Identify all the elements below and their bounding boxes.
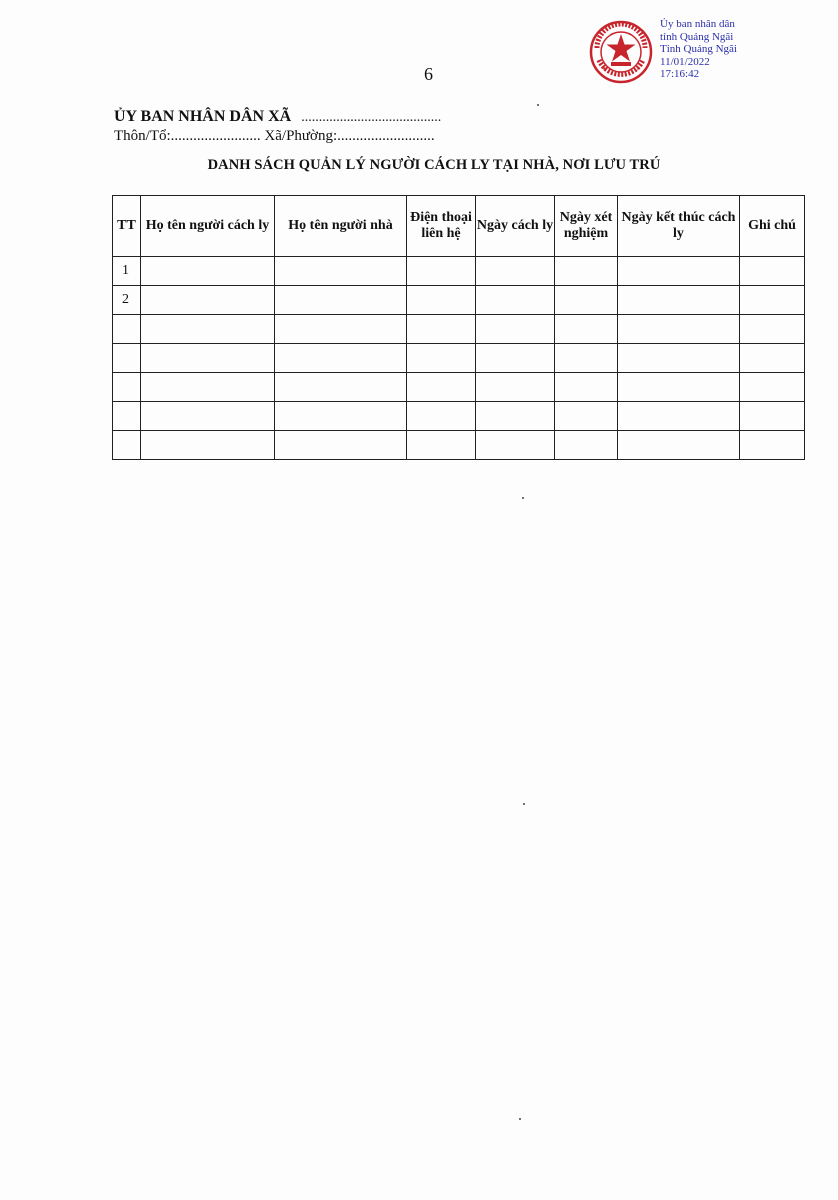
- table-cell: [555, 373, 618, 402]
- table-cell: [141, 344, 275, 373]
- table-cell: 2: [113, 286, 141, 315]
- scan-speck: [519, 1118, 521, 1120]
- column-header: TT: [113, 196, 141, 257]
- scan-speck: [537, 104, 539, 106]
- table-cell: [555, 344, 618, 373]
- official-seal-icon: [589, 20, 653, 84]
- table-cell: [740, 315, 805, 344]
- table-cell: [275, 373, 407, 402]
- table-cell: [740, 431, 805, 460]
- table-row: [113, 257, 805, 286]
- table-cell: [555, 286, 618, 315]
- table-cell: [476, 286, 555, 315]
- table-cell: [740, 286, 805, 315]
- agency-blank: ........................................: [301, 110, 442, 125]
- table-cell: [476, 257, 555, 286]
- table-cell: [275, 344, 407, 373]
- table-cell: [476, 431, 555, 460]
- table-cell: [275, 286, 407, 315]
- signature-line: tỉnh Quảng Ngãi: [660, 30, 734, 43]
- column-header: Điện thoại liên hệ: [407, 196, 476, 257]
- table-cell: [407, 402, 476, 431]
- agency-heading: [114, 108, 441, 126]
- table-row: [113, 431, 805, 460]
- column-header: Ngày kết thúc cách ly: [618, 196, 740, 257]
- table-cell: [476, 315, 555, 344]
- table-cell: [618, 286, 740, 315]
- table-cell: [141, 402, 275, 431]
- locality-line: Thôn/Tổ:........................ Xã/Phường:..........................: [114, 128, 435, 144]
- svg-text:★: ★: [636, 67, 641, 72]
- table-cell: [740, 257, 805, 286]
- signature-time: 17:16:42: [660, 68, 700, 80]
- table-cell: [407, 257, 476, 286]
- table-cell: [113, 344, 141, 373]
- table-cell: [275, 402, 407, 431]
- table-cell: [407, 344, 476, 373]
- table-cell: [141, 257, 275, 286]
- table-cell: [740, 344, 805, 373]
- table-row: [113, 373, 805, 402]
- table-cell: [555, 315, 618, 344]
- table-cell: [618, 431, 740, 460]
- column-header: Ghi chú: [740, 196, 805, 257]
- table-row: [113, 315, 805, 344]
- digital-signature: [660, 18, 737, 81]
- table-cell: [113, 431, 141, 460]
- table-row: [113, 402, 805, 431]
- column-header: Họ tên người nhà: [275, 196, 407, 257]
- table-cell: [740, 402, 805, 431]
- table-cell: 1: [113, 257, 141, 286]
- table-cell: [275, 315, 407, 344]
- table-cell: [407, 315, 476, 344]
- column-header: Ngày cách ly: [476, 196, 555, 257]
- signature-date: 11/01/2022: [660, 55, 710, 68]
- table-cell: [407, 431, 476, 460]
- table-header-row: [113, 196, 805, 257]
- table-cell: [113, 373, 141, 402]
- table-cell: [618, 402, 740, 431]
- table-cell: [141, 286, 275, 315]
- quarantine-table: [112, 195, 805, 460]
- table-cell: [476, 402, 555, 431]
- table-row: [113, 286, 805, 315]
- table-cell: [113, 315, 141, 344]
- table-cell: [618, 257, 740, 286]
- column-header: Họ tên người cách ly: [141, 196, 275, 257]
- svg-text:★: ★: [602, 67, 607, 72]
- table-cell: [113, 402, 141, 431]
- signature-line: Tỉnh Quảng Ngãi: [660, 43, 737, 55]
- column-header: Ngày xét nghiệm: [555, 196, 618, 257]
- table-cell: [407, 286, 476, 315]
- table-cell: [618, 373, 740, 402]
- table-cell: [407, 373, 476, 402]
- document-title: DANH SÁCH QUẢN LÝ NGƯỜI CÁCH LY TẠI NHÀ, NƠI LƯU TRÚ: [207, 157, 661, 173]
- agency-name: ỦY BAN NHÂN DÂN XÃ: [114, 108, 292, 125]
- table-cell: [141, 315, 275, 344]
- table-cell: [476, 373, 555, 402]
- scan-speck: [522, 497, 524, 499]
- table-cell: [555, 402, 618, 431]
- table-cell: [618, 344, 740, 373]
- table-cell: [141, 431, 275, 460]
- table-cell: [618, 315, 740, 344]
- table-cell: [555, 257, 618, 286]
- table-cell: [275, 257, 407, 286]
- table-cell: [275, 431, 407, 460]
- scan-speck: [523, 803, 525, 805]
- table-cell: [141, 373, 275, 402]
- table-cell: [740, 373, 805, 402]
- table-cell: [555, 431, 618, 460]
- table-cell: [476, 344, 555, 373]
- signature-line: Ủy ban nhân dân: [660, 18, 735, 30]
- table-row: [113, 344, 805, 373]
- page-number: 6: [424, 64, 433, 84]
